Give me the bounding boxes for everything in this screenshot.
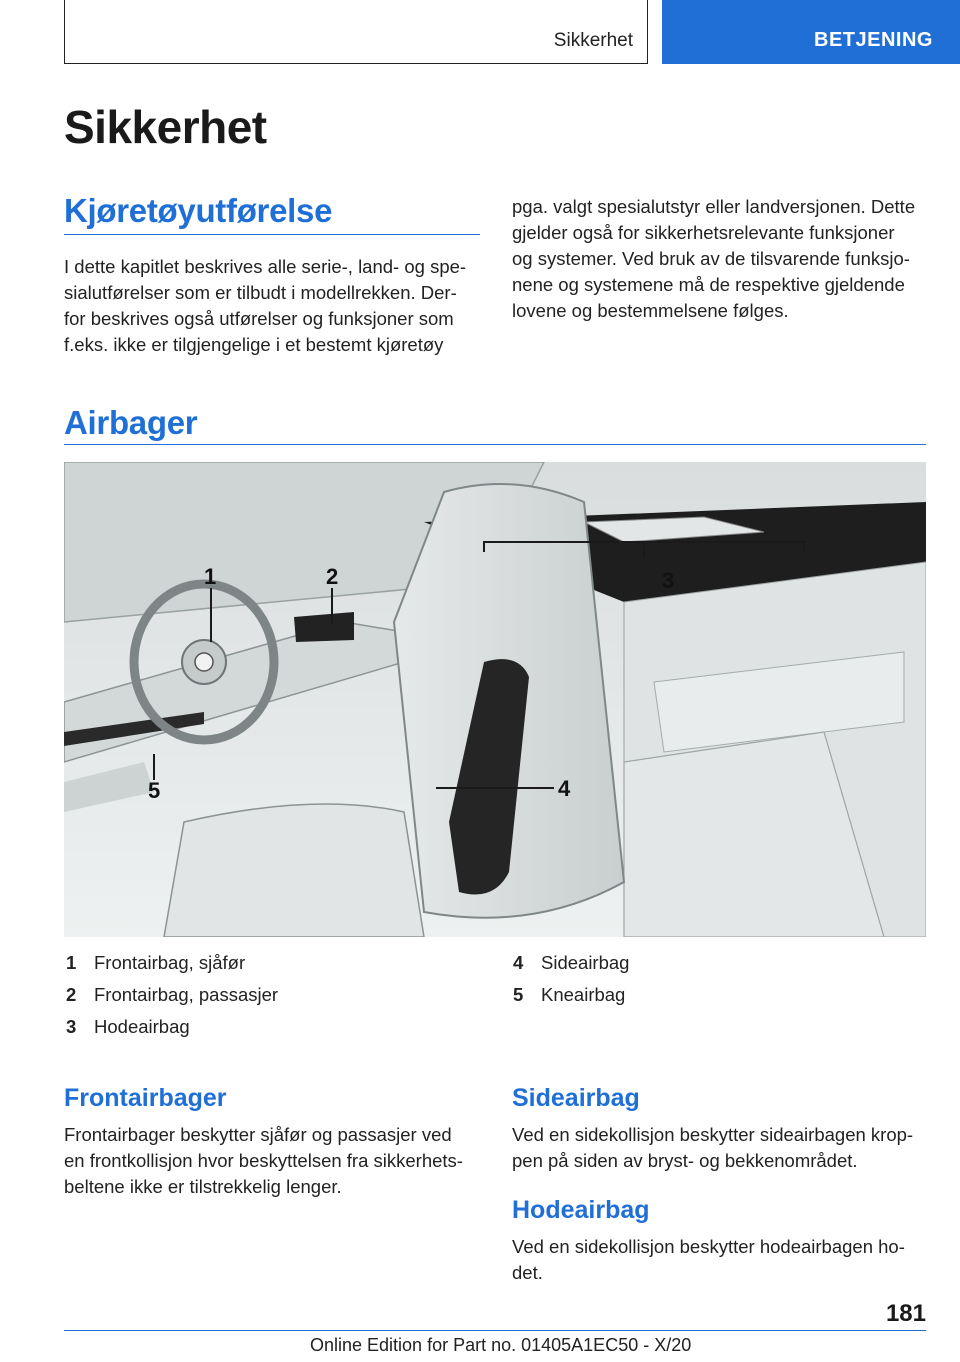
legend-label: Hodeairbag	[94, 1016, 190, 1037]
text-line: I dette kapitlet beskrives alle serie-, land- og spe-	[64, 256, 467, 277]
front-airbags-heading: Frontairbager	[64, 1084, 227, 1112]
text-line: gjelder også for sikkerhetsrelevante funksjoner	[512, 222, 895, 243]
callout-1: 1	[204, 564, 217, 589]
legend-item	[66, 1016, 278, 1048]
footer-rule	[64, 1330, 926, 1331]
legend-label: Frontairbag, passasjer	[94, 984, 279, 1005]
legend-item	[66, 952, 278, 984]
footer-edition: Online Edition for Part no. 01405A1EC50 - X/20	[310, 1335, 692, 1355]
legend-number: 4	[513, 952, 524, 973]
airbag-legend-left	[66, 952, 278, 1048]
airbags-heading: Airbager	[64, 404, 198, 441]
text-line: pga. valgt spesialutstyr eller landversjonen. Dette	[512, 196, 916, 217]
side-airbag-heading: Sideairbag	[512, 1084, 640, 1112]
header-section-title: Sikkerhet	[553, 30, 633, 51]
text-line: lovene og bestemmelsene følges.	[512, 300, 789, 321]
legend-item	[513, 984, 629, 1016]
car-interior-drawing	[64, 462, 926, 937]
legend-label: Kneairbag	[541, 984, 626, 1005]
callout-5: 5	[148, 778, 161, 803]
legend-number: 3	[66, 1016, 77, 1037]
header-chapter-tab: BETJENING	[662, 0, 960, 64]
text-line: beltene ikke er tilstrekkelig lenger.	[64, 1176, 342, 1197]
front-airbags-text	[64, 1122, 504, 1200]
callout-2: 2	[326, 564, 339, 589]
airbag-legend-right	[513, 952, 629, 1016]
text-line: Frontairbager beskytter sjåfør og passasjer ved	[64, 1124, 452, 1145]
text-line: nene og systemene må de respektive gjeldende	[512, 274, 905, 295]
legend-number: 1	[66, 952, 77, 973]
text-line: en frontkollisjon hvor beskyttelsen fra sikkerhets-	[64, 1150, 463, 1171]
vehicle-design-heading: Kjøretøyutførelse	[64, 192, 333, 229]
text-line: og systemer. Ved bruk av de tilsvarende funksjo-	[512, 248, 910, 269]
legend-number: 2	[66, 984, 77, 1005]
header-section-box	[64, 0, 648, 64]
page-number: 181	[885, 1300, 926, 1327]
head-airbag-text	[512, 1234, 942, 1286]
vehicle-design-text-left	[64, 254, 484, 358]
text-line: for beskrives også utførelser og funksjoner som	[64, 308, 454, 329]
text-line: sialutførelser som er tilbudt i modellrekken. Der-	[64, 282, 457, 303]
callout-4: 4	[558, 776, 571, 801]
legend-label: Frontairbag, sjåfør	[94, 952, 246, 973]
legend-item	[66, 984, 278, 1016]
callout-3: 3	[662, 568, 675, 593]
airbag-illustration	[64, 462, 926, 937]
legend-number: 5	[513, 984, 524, 1005]
side-airbag-text	[512, 1122, 942, 1174]
head-airbag-heading: Hodeairbag	[512, 1196, 650, 1224]
legend-item	[513, 952, 629, 984]
legend-label: Sideairbag	[541, 952, 630, 973]
text-line: Ved en sidekollisjon beskytter sideairbagen krop-	[512, 1124, 914, 1145]
page-title: Sikkerhet	[64, 101, 267, 153]
text-line: f.eks. ikke er tilgjengelige i et bestemt kjøretøy	[64, 334, 444, 355]
text-line: det.	[512, 1262, 543, 1283]
text-line: pen på siden av bryst- og bekkenområdet.	[512, 1150, 858, 1171]
airbags-rule	[64, 444, 926, 445]
vehicle-design-text-right	[512, 194, 932, 324]
text-line: Ved en sidekollisjon beskytter hodeairbagen ho-	[512, 1236, 905, 1257]
vehicle-design-rule	[64, 234, 480, 235]
